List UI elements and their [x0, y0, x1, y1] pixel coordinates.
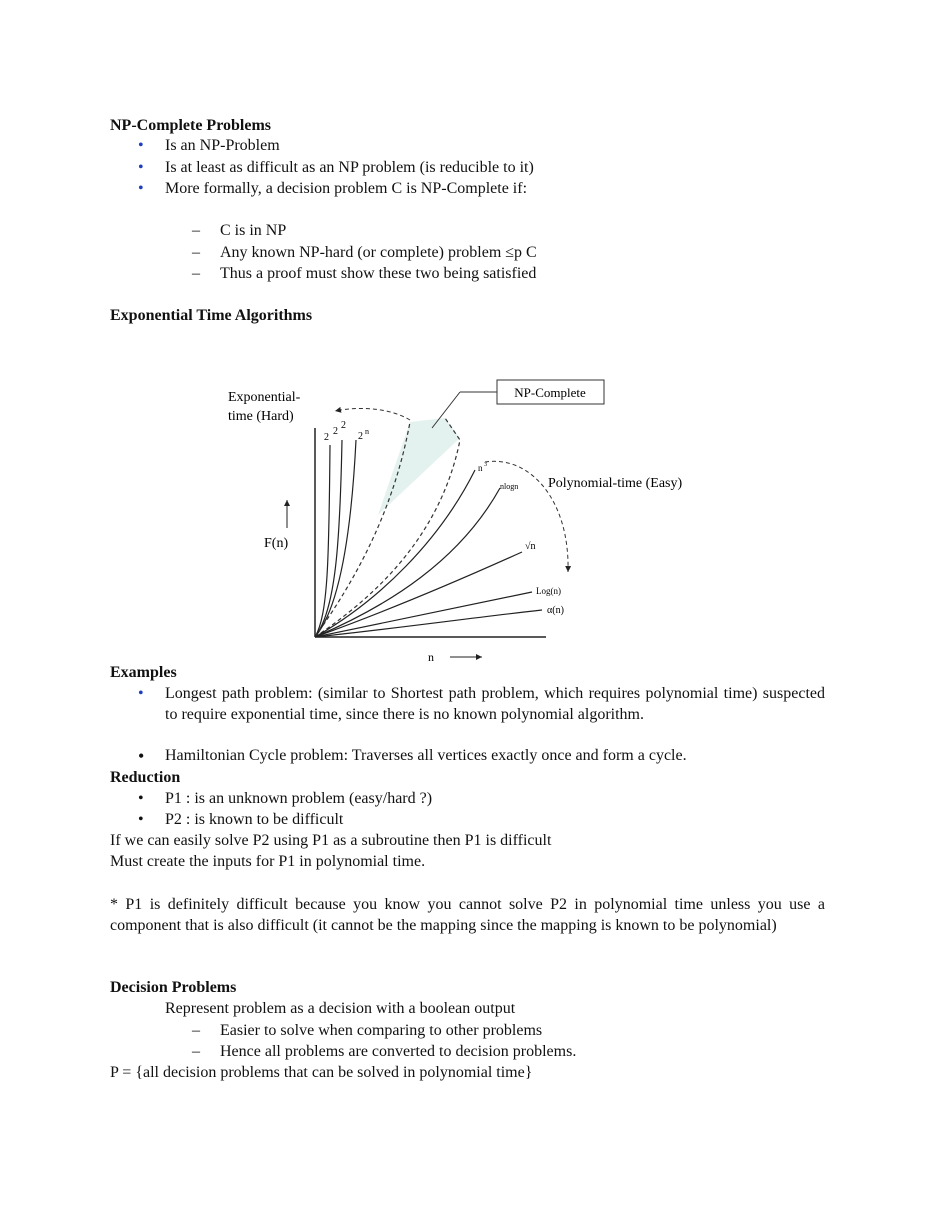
np-complete-box-label: NP-Complete — [514, 385, 586, 400]
np-bullet-3: More formally, a decision problem C is NP-Complete if: — [165, 180, 528, 197]
examples-bullet-2: Hamiltonian Cycle problem: Traverses all vertices exactly once and form a cycle. — [165, 747, 687, 764]
bullet-dot: • — [138, 685, 144, 702]
bullet-dot: • — [138, 790, 144, 807]
bullet-dot: • — [138, 811, 144, 828]
exp-arrow — [335, 408, 410, 420]
label-c1: 2 — [324, 432, 329, 443]
reduction-line-2: Must create the inputs for P1 in polynomial time. — [110, 853, 426, 870]
p-definition: P = {all decision problems that can be solved in polynomial time} — [110, 1064, 533, 1081]
decision-subitem-2: Hence all problems are converted to decision problems. — [220, 1043, 577, 1060]
exp-label-line1: Exponential- — [228, 390, 301, 405]
exponential-heading: Exponential Time Algorithms — [110, 307, 313, 324]
bullet-dot: • — [138, 746, 145, 766]
label-n3: n — [478, 463, 483, 473]
dash-marker: – — [192, 222, 200, 239]
poly-label: Polynomial-time (Easy) — [548, 476, 683, 491]
reduction-bullet-1: P1 : is an unknown problem (easy/hard ?) — [165, 790, 433, 807]
curve-sqrt — [315, 552, 522, 637]
reduction-note: * P1 is definitely difficult because you know you cannot solve P2 in polynomial time unless you use a component that is also difficult (it cannot be the mapping since the mapping is known to be polynomial) — [110, 896, 825, 934]
reduction-line-1: If we can easily solve P2 using P1 as a subroutine then P1 is difficult — [110, 832, 552, 849]
label-c3: 2 — [341, 420, 346, 431]
bullet-dot: • — [138, 137, 144, 154]
np-region — [378, 418, 460, 515]
np-bullet-2: Is at least as difficult as an NP problem (is reducible to it) — [165, 159, 534, 176]
label-nlogn: nlogn — [500, 482, 519, 491]
decision-subitem-1: Easier to solve when comparing to other problems — [220, 1022, 543, 1039]
examples-bullet-1: Longest path problem: (similar to Shortest path problem, which requires polynomial time) suspected to require exponential time, since there is no known polynomial algorithm. — [165, 685, 825, 723]
decision-intro: Represent problem as a decision with a boolean output — [165, 1000, 516, 1017]
examples-heading: Examples — [110, 664, 177, 681]
dash-marker: – — [192, 244, 200, 261]
label-alpha: α(n) — [547, 605, 564, 616]
decision-heading: Decision Problems — [110, 979, 237, 996]
dash-marker: – — [192, 1043, 200, 1060]
np-subitem-1: C is in NP — [220, 222, 287, 239]
complexity-figure — [205, 370, 735, 665]
x-axis-label: n — [428, 650, 434, 664]
dash-marker: – — [192, 265, 200, 282]
dash-marker: – — [192, 1022, 200, 1039]
exp-label-line2: time (Hard) — [228, 409, 294, 424]
reduction-bullet-2: P2 : is known to be difficult — [165, 811, 344, 828]
y-axis-label: F(n) — [264, 536, 289, 551]
bullet-dot: • — [138, 180, 144, 197]
np-bullet-1: Is an NP-Problem — [165, 137, 280, 154]
label-c4: 2 — [358, 431, 363, 442]
reduction-heading: Reduction — [110, 769, 181, 786]
np-subitem-2: Any known NP-hard (or complete) problem ≤p C — [220, 244, 537, 261]
label-c4-sup: n — [365, 427, 369, 436]
np-subitem-3: Thus a proof must show these two being satisfied — [220, 265, 537, 282]
label-n3-sup: 3 — [484, 462, 487, 468]
label-log: Log(n) — [536, 586, 561, 596]
np-complete-heading: NP-Complete Problems — [110, 117, 271, 134]
label-sqrt: √n — [525, 541, 536, 552]
bullet-dot: • — [138, 159, 144, 176]
label-c2: 2 — [333, 426, 338, 437]
